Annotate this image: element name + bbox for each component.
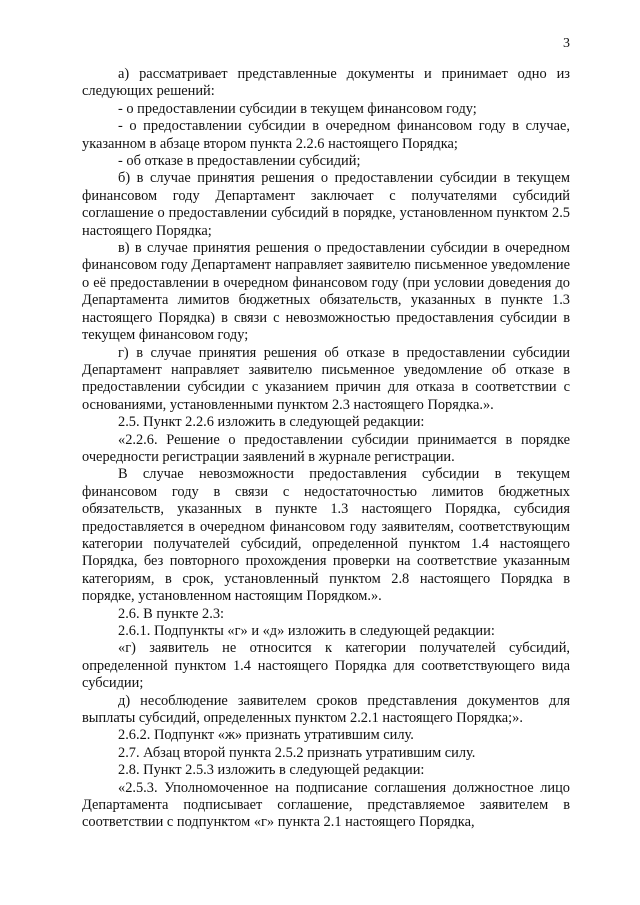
paragraph-2-2-6: «2.2.6. Решение о предоставлении субсидии принимается в порядке очередности регистрации заявлений в журнале регистрации.: [82, 431, 570, 465]
document-body: [82, 66, 570, 832]
paragraph-2-5-3: «2.5.3. Уполномоченное на подписание соглашения должностное лицо Департамента подписывает соглашение, представляемое заявителем в соответствии с подпунктом «г» пункта 2.1 настоящего Порядка,: [82, 779, 570, 831]
paragraph-option-current-year: - о предоставлении субсидии в текущем финансовом году;: [118, 100, 477, 117]
paragraph-v: в) в случае принятия решения о предоставлении субсидии в очередном финансовом году Департамент направляет заявителю письменное уведомление о её предоставлении в очередном финансовом году (при условии доведения до Департамента лимитов бюджетных обязательств, указанных в пункте 1.3 настоящего Порядка) в связи с невозможностью предоставления субсидии в текущем финансовом году;: [82, 240, 570, 344]
paragraph-g: г) в случае принятия решения об отказе в предоставлении субсидии Департамент направляет заявителю письменное уведомление об отказе в предоставлении субсидии с указанием причин для отказа в соответствии с основаниями, установленными пунктом 2.3 настоящего Порядка.».: [82, 344, 570, 413]
paragraph-2-6: 2.6. В пункте 2.3:: [118, 605, 225, 622]
paragraph-subitem-d: д) несоблюдение заявителем сроков представления документов для выплаты субсидий, определенных пунктом 2.2.1 настоящего Порядка;».: [82, 692, 570, 727]
page-number: 3: [563, 36, 570, 51]
paragraph-2-8: 2.8. Пункт 2.5.3 изложить в следующей редакции:: [118, 762, 425, 779]
paragraph-2-6-1: 2.6.1. Подпункты «г» и «д» изложить в следующей редакции:: [118, 623, 495, 639]
paragraph-insufficient-limits: В случае невозможности предоставления субсидии в текущем финансовом году в связи с недостаточностью лимитов бюджетных обязательств, указанных в пункте 1.3 настоящего Порядка, субсидия предоставляется в очередном финансовом году заявителям, соответствующим категории получателей субсидий, определенной пунктом 1.4 настоящего Порядка, без повторного прохождения проверки на соответствие указанным категориям, в срок, установленный пунктом 2.8 настоящего Порядка в порядке, установленном настоящим Порядком.».: [82, 466, 570, 605]
paragraph-decision-options: а) рассматривает представленные документы и принимает одно из следующих решений:: [82, 66, 570, 100]
paragraph-option-next-year: - о предоставлении субсидии в очередном финансовом году в случае, указанном в абзаце втором пункта 2.2.6 настоящего Порядка;: [82, 118, 570, 152]
paragraph-2-5: 2.5. Пункт 2.2.6 изложить в следующей редакции:: [118, 414, 425, 431]
paragraph-2-6-2: 2.6.2. Подпункт «ж» признать утратившим силу.: [118, 727, 414, 744]
paragraph-2-7: 2.7. Абзац второй пункта 2.5.2 признать утратившим силу.: [118, 744, 476, 761]
paragraph-b: б) в случае принятия решения о предоставлении субсидии в текущем финансовом году Департамент заключает с получателями субсидий соглашение о предоставлении субсидий в порядке, установленном пунктом 2.5 настоящего Порядка;: [82, 170, 570, 239]
paragraph-subitem-g: «г) заявитель не относится к категории получателей субсидий, определенной пунктом 1.4 настоящего Порядка для соответствующего вида субсидии;: [82, 640, 570, 692]
paragraph-option-refusal: - об отказе в предоставлении субсидий;: [118, 153, 361, 170]
